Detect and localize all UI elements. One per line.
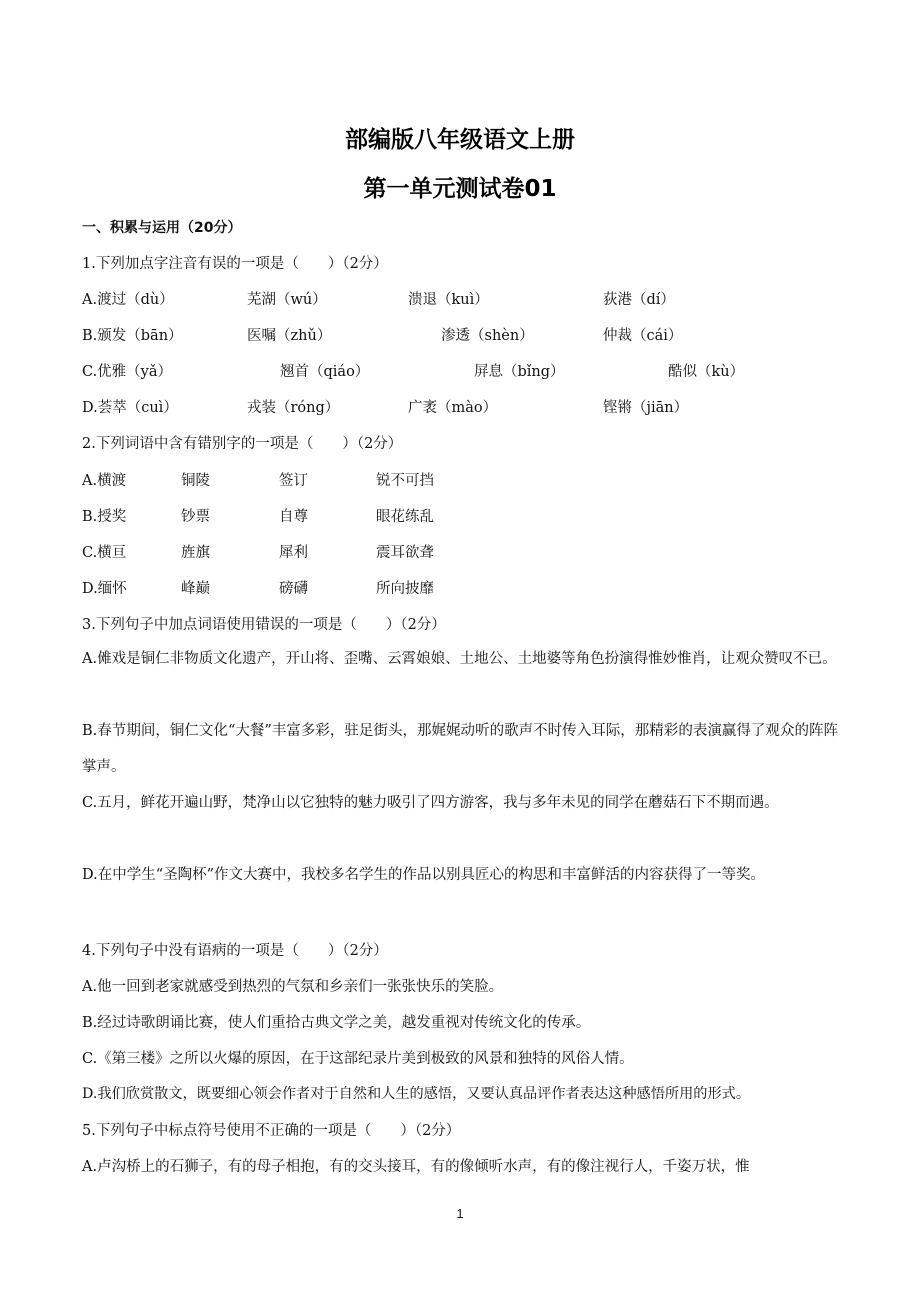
question-5-stem: 5.下列句子中标点符号使用不正确的一项是（ ）（2分）	[82, 1123, 461, 1139]
q3-option-d: D.在中学生“圣陶杯”作文大赛中，我校多名学生的作品以别具匠心的构思和丰富鲜活的内容获得了一等奖。	[82, 867, 766, 883]
q4-option-d: D.我们欣赏散文，既要细心领会作者对于自然和人生的感悟，又要认真品评作者表达这种感悟所用的形式。	[82, 1086, 751, 1102]
q1-word: 芜湖（wú）	[247, 292, 327, 308]
q3-option-b: B.春节期间，铜仁文化“大餐”丰富多彩，驻足街头，那娓娓动听的歌声不时传入耳际，那精彩的表演赢得了观众的阵阵掌声。	[82, 723, 838, 775]
q4-option-b: B.经过诗歌朗诵比赛，使人们重拾古典文学之美，越发重视对传统文化的传承。	[82, 1015, 591, 1031]
q2-option-c: C.横亘	[82, 545, 127, 561]
page-title: 部编版八年级语文上册	[345, 127, 575, 153]
q4-option-a: A.他一回到老家就感受到热烈的气氛和乡亲们一张张快乐的笑脸。	[82, 979, 504, 995]
q1-word: 广袤（mào）	[408, 400, 498, 416]
q2-word: 所向披靡	[376, 581, 434, 597]
q2-word: 旌旗	[181, 545, 210, 561]
q1-option-a: A.渡过（dù）	[82, 292, 174, 308]
q2-word: 峰巅	[181, 581, 210, 597]
q1-word: 医嘱（zhǔ）	[247, 328, 332, 344]
q5-option-a: A.卢沟桥上的石狮子，有的母子相抱，有的交头接耳，有的像倾听水声，有的像注视行人，千姿万状，惟	[82, 1159, 750, 1175]
q2-word: 磅礴	[279, 581, 308, 597]
q1-word: 屏息（bǐng）	[474, 364, 565, 380]
q1-option-b: B.颁发（bān）	[82, 328, 183, 344]
q2-word: 震耳欲聋	[376, 545, 434, 561]
q1-option-d: D.荟萃（cuì）	[82, 400, 178, 416]
q1-word: 渗透（shèn）	[441, 328, 534, 344]
q1-word: 铿锵（jiān）	[603, 400, 689, 416]
q4-option-c: C.《第三楼》之所以火爆的原因，在于这部纪录片美到极致的风景和独特的风俗人情。	[82, 1051, 634, 1067]
q1-word: 戎装（róng）	[247, 400, 340, 416]
q2-word: 钞票	[181, 509, 210, 525]
section-heading: 一、积累与运用（20分）	[82, 220, 242, 236]
q1-word: 荻港（dí）	[603, 292, 675, 308]
q2-option-d: D.缅怀	[82, 581, 127, 597]
q2-word: 铜陵	[181, 473, 210, 489]
question-4-stem: 4.下列句子中没有语病的一项是（ ）（2分）	[82, 943, 388, 959]
page-number: 1	[456, 1206, 464, 1221]
question-2-stem: 2.下列词语中含有错别字的一项是（ ）（2分）	[82, 436, 403, 452]
q2-word: 眼花练乱	[376, 509, 434, 525]
q2-option-a: A.横渡	[82, 473, 127, 489]
q1-word: 酷似（kù）	[668, 364, 745, 380]
q2-word: 自尊	[279, 509, 308, 525]
q2-word: 犀利	[279, 545, 308, 561]
q2-option-b: B.授奖	[82, 509, 127, 525]
q1-word: 溃退（kuì）	[408, 292, 489, 308]
q2-word: 签订	[279, 473, 308, 489]
question-3-stem: 3.下列句子中加点词语使用错误的一项是（ ）（2分）	[82, 617, 446, 633]
q1-word: 翘首（qiáo）	[280, 364, 370, 380]
page-subtitle: 第一单元测试卷01	[363, 176, 557, 202]
q3-option-c: C.五月，鲜花开遍山野，梵净山以它独特的魅力吸引了四方游客，我与多年未见的同学在蘑菇石下不期而遇。	[82, 795, 779, 811]
q1-option-c: C.优雅（yǎ）	[82, 364, 173, 380]
q2-word: 锐不可挡	[376, 473, 434, 489]
question-1-stem: 1.下列加点字注音有误的一项是（ ）（2分）	[82, 256, 388, 272]
q3-option-a: A.傩戏是铜仁非物质文化遗产，开山将、歪嘴、云霄娘娘、土地公、土地婆等角色扮演得惟妙惟肖，让观众赞叹不已。	[82, 651, 837, 667]
q1-word: 仲裁（cái）	[603, 328, 683, 344]
